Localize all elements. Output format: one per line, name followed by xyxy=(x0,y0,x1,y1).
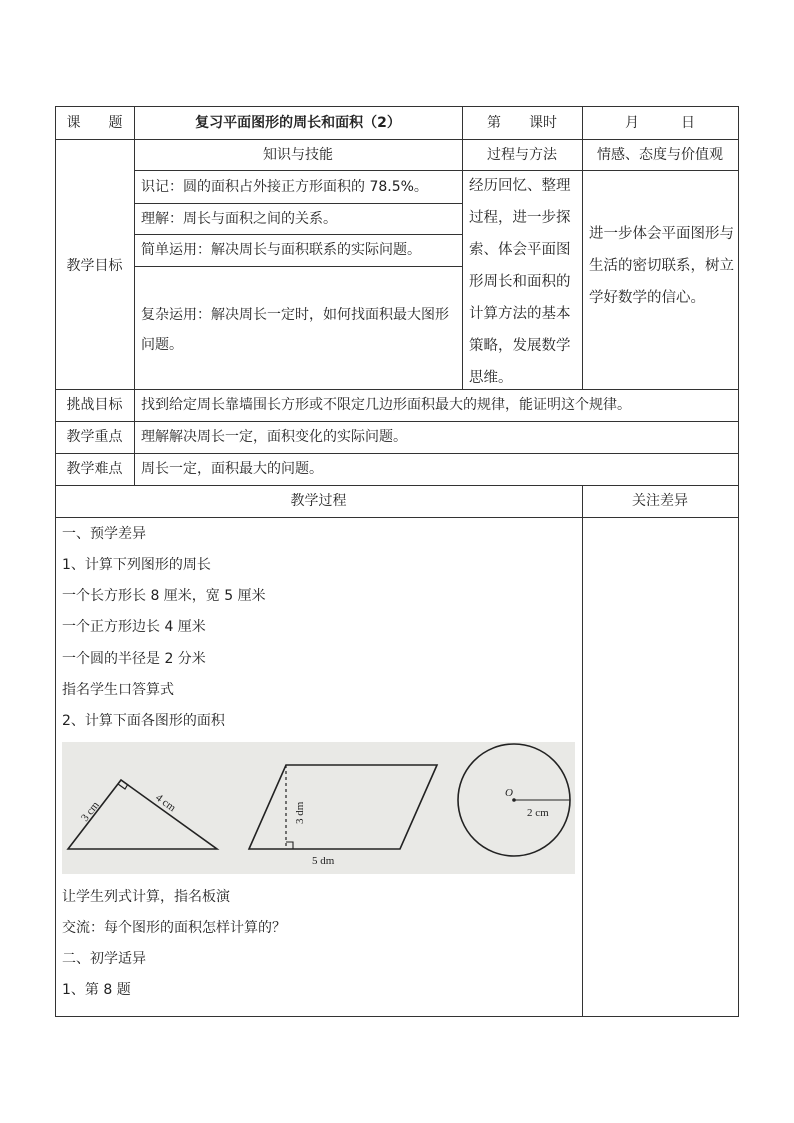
lesson-number: 第 课时 xyxy=(487,115,557,131)
challenge-text: 找到给定周长靠墙围长方形或不限定几边形面积最大的规律，能证明这个规律。 xyxy=(141,397,631,413)
rule xyxy=(738,106,739,1017)
parallelogram-base-label: 5 dm xyxy=(312,855,335,867)
knowledge-item: 简单运用：解决周长与面积联系的实际问题。 xyxy=(141,242,421,258)
knowledge-item: 复杂运用：解决周长一定时，如何找面积最大图形问题。 xyxy=(141,307,449,353)
shapes-figure xyxy=(62,742,575,874)
process-header: 过程与方法 xyxy=(487,147,557,163)
rule xyxy=(55,106,739,107)
circle xyxy=(458,744,570,856)
shapes-svg xyxy=(62,742,575,874)
process-line: 一、预学差异 xyxy=(62,526,146,542)
circle-radius-label: 2 cm xyxy=(527,807,549,819)
triangle-side-a-label: 3 cm xyxy=(78,799,102,824)
process-line: 一个圆的半径是 2 分米 xyxy=(62,651,206,667)
attitude-text: 进一步体会平面图形与生活的密切联系，树立学好数学的信心。 xyxy=(589,226,734,306)
rule xyxy=(55,139,739,140)
rule xyxy=(134,203,462,204)
rule xyxy=(55,1016,739,1017)
parallelogram-height-label: 3 dm xyxy=(294,801,306,824)
parallelogram xyxy=(249,765,437,849)
process-line: 2、计算下面各图形的面积 xyxy=(62,713,225,729)
rule xyxy=(55,453,739,454)
difficulty-label: 教学难点 xyxy=(66,461,123,477)
process-line: 一个正方形边长 4 厘米 xyxy=(62,619,206,635)
knowledge-item: 识记：圆的面积占外接正方形面积的 78.5%。 xyxy=(141,179,428,195)
challenge-label: 挑战目标 xyxy=(66,397,123,413)
process-line: 二、初学适异 xyxy=(62,951,146,967)
lesson-title: 复习平面图形的周长和面积（2） xyxy=(195,115,401,131)
difficulty-text: 周长一定，面积最大的问题。 xyxy=(141,461,323,477)
lesson-date: 月 日 xyxy=(625,115,695,131)
rule xyxy=(55,421,739,422)
key-point-label: 教学重点 xyxy=(66,429,123,445)
knowledge-header: 知识与技能 xyxy=(263,147,333,163)
objectives-label: 教学目标 xyxy=(66,258,123,274)
rule xyxy=(55,517,739,518)
rule xyxy=(134,234,462,235)
rule xyxy=(55,106,56,1017)
differences-header: 关注差异 xyxy=(632,493,688,509)
circle-center-label: O xyxy=(505,787,513,799)
process-line: 指名学生口答算式 xyxy=(62,682,174,698)
process-line: 一个长方形长 8 厘米，宽 5 厘米 xyxy=(62,588,266,604)
rule xyxy=(55,485,739,486)
process-text: 经历回忆、整理过程，进一步探索、体会平面图形周长和面积的计算方法的基本策略，发展数学思维。 xyxy=(469,178,571,386)
course-label: 课 题 xyxy=(66,115,123,131)
rule xyxy=(134,266,462,267)
rule xyxy=(55,389,739,390)
process-line: 1、第 8 题 xyxy=(62,982,131,998)
process-section-header: 教学过程 xyxy=(290,493,347,509)
key-point-text: 理解解决周长一定，面积变化的实际问题。 xyxy=(141,429,407,445)
rule xyxy=(134,170,739,171)
knowledge-item: 理解：周长与面积之间的关系。 xyxy=(141,211,337,227)
rule xyxy=(582,485,583,1016)
process-line: 让学生列式计算，指名板演 xyxy=(62,889,230,905)
attitude-header: 情感、态度与价值观 xyxy=(597,147,723,163)
process-line: 1、计算下列图形的周长 xyxy=(62,557,211,573)
triangle-side-b-label: 4 cm xyxy=(153,791,178,815)
process-line: 交流：每个图形的面积怎样计算的？ xyxy=(62,920,286,936)
